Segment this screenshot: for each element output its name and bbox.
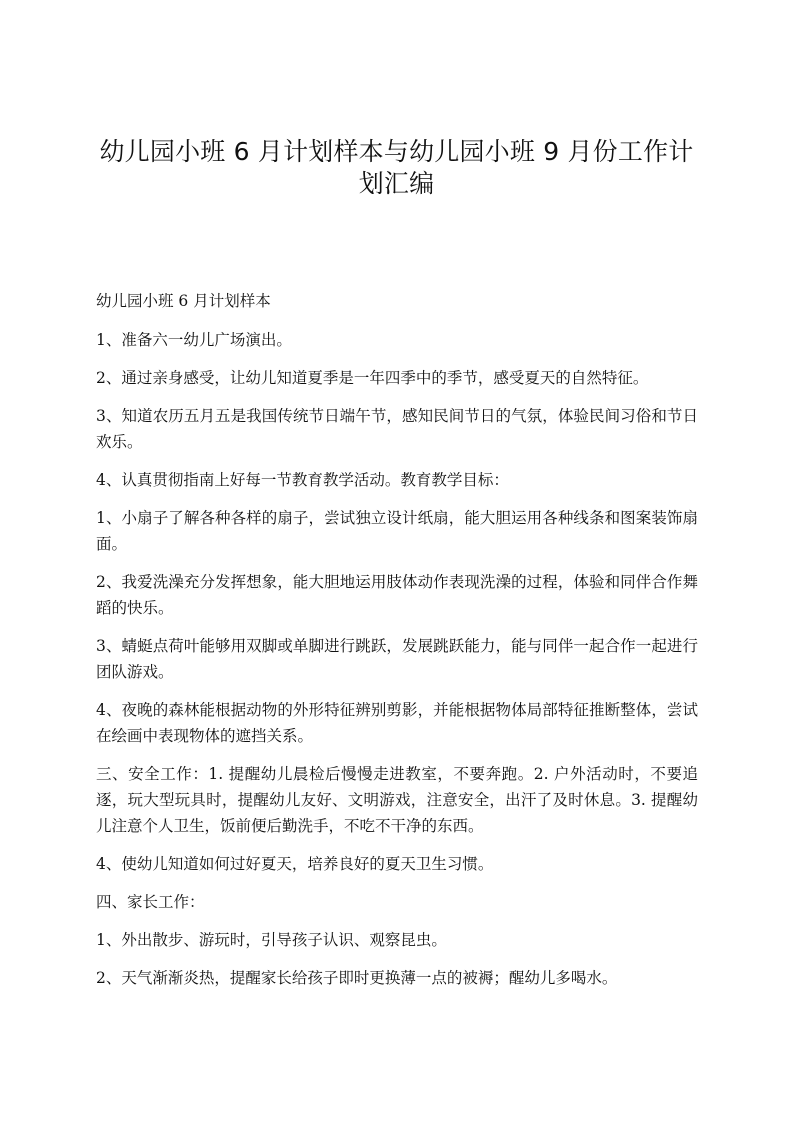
paragraph: 1、准备六一幼儿广场演出。 [96, 331, 292, 349]
section-heading-june-plan: 幼儿园小班 6 月计划样本 [96, 292, 271, 310]
paragraph: 3、知道农历五月五是我国传统节日端午节，感知民间节日的气氛，体验民间习俗和节日欢乐。 [96, 407, 698, 451]
paragraph: 三、安全工作：1. 提醒幼儿晨检后慢慢走进教室，不要奔跑。2. 户外活动时，不要追逐，玩大型玩具时，提醒幼儿友好、文明游戏，注意安全，出汗了及时休息。3. 提醒幼儿注意个人卫生，饭前便后勤洗手，不吃不干净的东西。 [96, 765, 698, 835]
document-title: 幼儿园小班 6 月计划样本与幼儿园小班 9 月份工作计划汇编 [99, 137, 694, 198]
paragraph: 4、夜晚的森林能根据动物的外形特征辨别剪影，并能根据物体局部特征推断整体，尝试在绘画中表现物体的遮挡关系。 [96, 701, 698, 745]
document-body [96, 288, 698, 1003]
paragraph: 1、外出散步、游玩时，引导孩子认识、观察昆虫。 [96, 931, 447, 949]
paragraph: 2、天气渐渐炎热，提醒家长给孩子即时更换薄一点的被褥；醒幼儿多喝水。 [96, 969, 618, 987]
paragraph: 2、我爱洗澡充分发挥想象，能大胆地运用肢体动作表现洗澡的过程，体验和同伴合作舞蹈的快乐。 [96, 573, 698, 617]
paragraph: 3、蜻蜓点荷叶能够用双脚或单脚进行跳跃，发展跳跃能力，能与同伴一起合作一起进行团队游戏。 [96, 637, 698, 681]
paragraph: 2、通过亲身感受，让幼儿知道夏季是一年四季中的季节，感受夏天的自然特征。 [96, 369, 649, 387]
paragraph: 1、小扇子了解各种各样的扇子，尝试独立设计纸扇，能大胆运用各种线条和图案装饰扇面。 [96, 509, 698, 553]
paragraph: 4、认真贯彻指南上好每一节教育教学活动。教育教学目标： [96, 471, 509, 489]
paragraph: 四、家长工作： [96, 893, 205, 911]
paragraph: 4、使幼儿知道如何过好夏天，培养良好的夏天卫生习惯。 [96, 855, 494, 873]
